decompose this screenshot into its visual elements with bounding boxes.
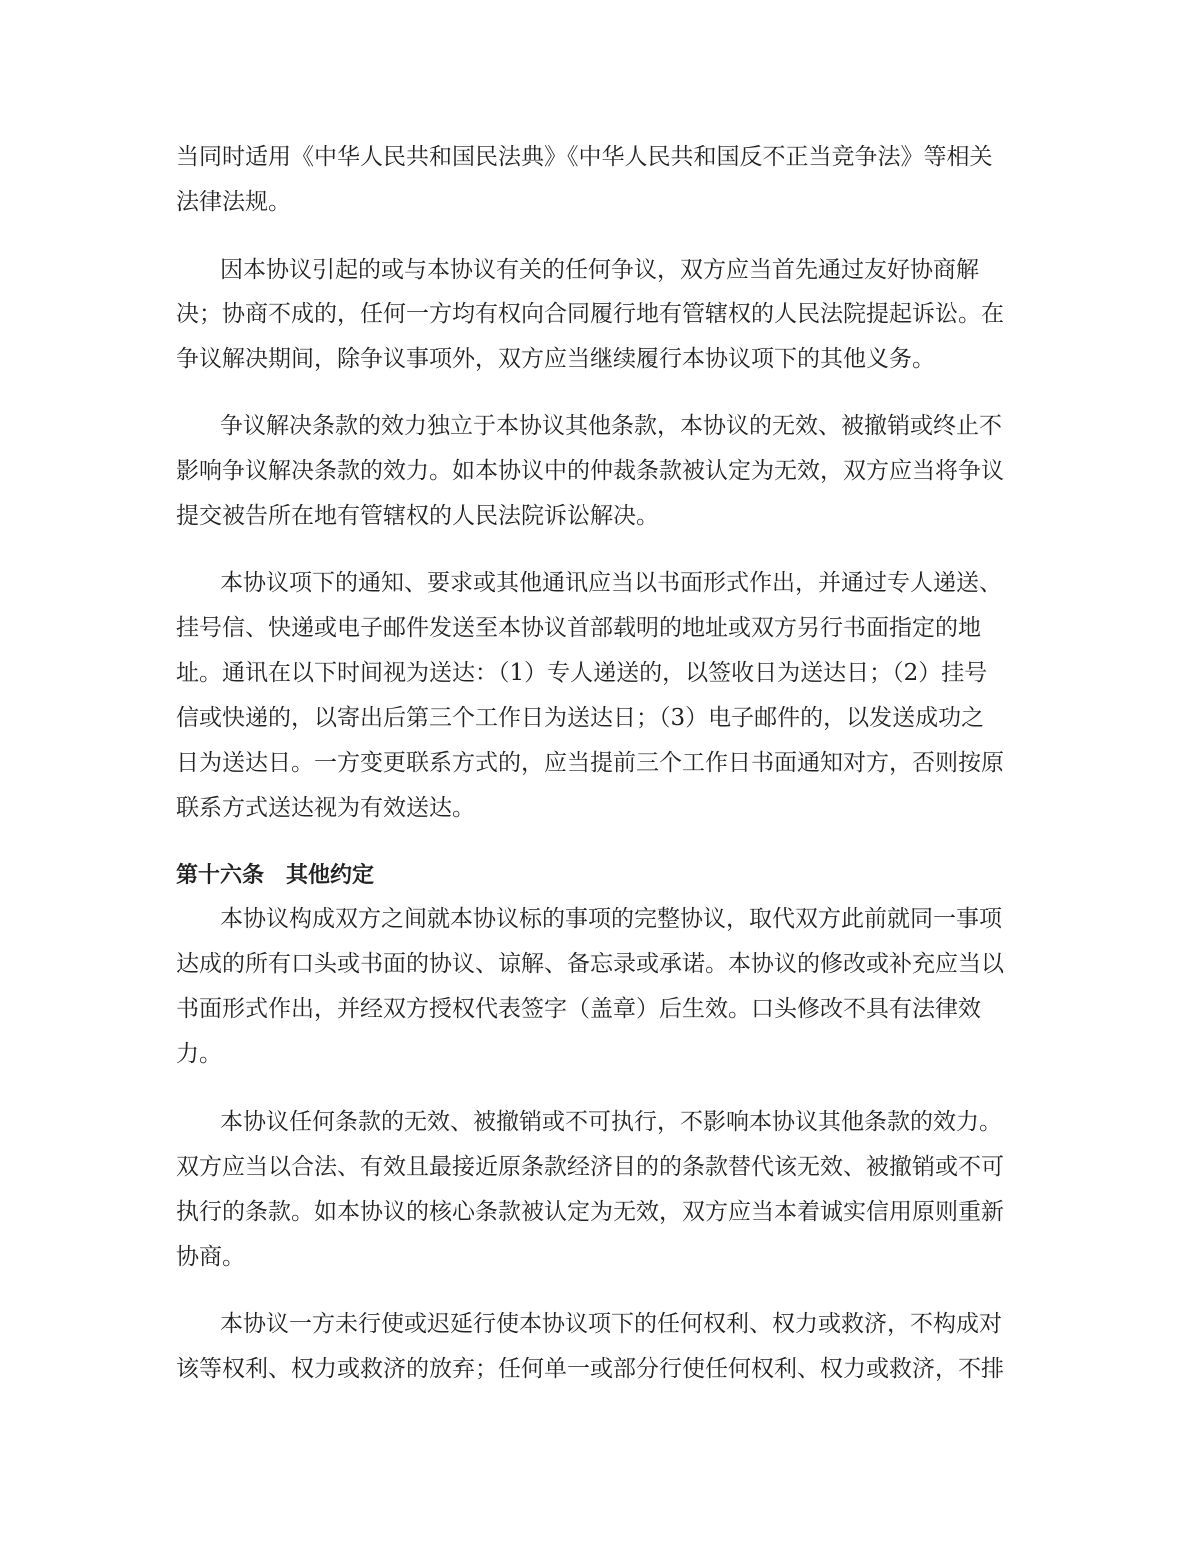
paragraph-1-line-1: 当同时适用《中华人民共和国民法典》《中华人民共和国反不正当竞争法》等相关 bbox=[176, 144, 993, 170]
paragraph-4-line-4: 信或快递的，以寄出后第三个工作日为送达日；（3）电子邮件的，以发送成功之 bbox=[176, 705, 985, 731]
paragraph-6-line-3: 执行的条款。如本协议的核心条款被认定为无效，双方应当本着诚实信用原则重新 bbox=[176, 1199, 1004, 1225]
paragraph-4-line-5: 日为送达日。一方变更联系方式的，应当提前三个工作日书面通知对方，否则按原 bbox=[176, 750, 1004, 776]
paragraph-5-line-3: 书面形式作出，并经双方授权代表签字（盖章）后生效。口头修改不具有法律效 bbox=[176, 996, 981, 1022]
paragraph-4-line-3: 址。通讯在以下时间视为送达：（1）专人递送的，以签收日为送达日；（2）挂号 bbox=[176, 660, 988, 686]
paragraph-5-line-4: 力。 bbox=[176, 1041, 222, 1067]
paragraph-4-line-6: 联系方式送达视为有效送达。 bbox=[176, 795, 475, 821]
paragraph-2-line-3: 争议解决期间，除争议事项外，双方应当继续履行本协议项下的其他义务。 bbox=[176, 346, 935, 372]
section-heading: 第十六条 其他约定 bbox=[176, 863, 375, 888]
paragraph-7-line-1: 本协议一方未行使或迟延行使本协议项下的任何权利、权力或救济，不构成对 bbox=[220, 1311, 1002, 1337]
paragraph-4-line-1: 本协议项下的通知、要求或其他通讯应当以书面形式作出，并通过专人递送、 bbox=[220, 570, 1002, 596]
paragraph-1-line-2: 法律法规。 bbox=[176, 189, 291, 215]
paragraph-6-line-4: 协商。 bbox=[176, 1244, 245, 1270]
paragraph-5-line-1: 本协议构成双方之间就本协议标的事项的完整协议，取代双方此前就同一事项 bbox=[220, 906, 1002, 932]
paragraph-2-line-1: 因本协议引起的或与本协议有关的任何争议，双方应当首先通过友好协商解 bbox=[220, 257, 979, 283]
paragraph-6-line-1: 本协议任何条款的无效、被撤销或不可执行，不影响本协议其他条款的效力。 bbox=[220, 1109, 1002, 1135]
paragraph-5-line-2: 达成的所有口头或书面的协议、谅解、备忘录或承诺。本协议的修改或补充应当以 bbox=[176, 951, 1004, 977]
paragraph-2-line-2: 决；协商不成的，任何一方均有权向合同履行地有管辖权的人民法院提起诉讼。在 bbox=[176, 301, 1004, 327]
paragraph-3-line-3: 提交被告所在地有管辖权的人民法院诉讼解决。 bbox=[176, 503, 659, 529]
paragraph-6-line-2: 双方应当以合法、有效且最接近原条款经济目的的条款替代该无效、被撤销或不可 bbox=[176, 1154, 1004, 1180]
paragraph-7-line-2: 该等权利、权力或救济的放弃；任何单一或部分行使任何权利、权力或救济，不排 bbox=[176, 1356, 1004, 1382]
paragraph-4-line-2: 挂号信、快递或电子邮件发送至本协议首部载明的地址或双方另行书面指定的地 bbox=[176, 615, 981, 641]
paragraph-3-line-2: 影响争议解决条款的效力。如本协议中的仲裁条款被认定为无效，双方应当将争议 bbox=[176, 458, 1004, 484]
paragraph-3-line-1: 争议解决条款的效力独立于本协议其他条款，本协议的无效、被撤销或终止不 bbox=[220, 413, 1002, 439]
